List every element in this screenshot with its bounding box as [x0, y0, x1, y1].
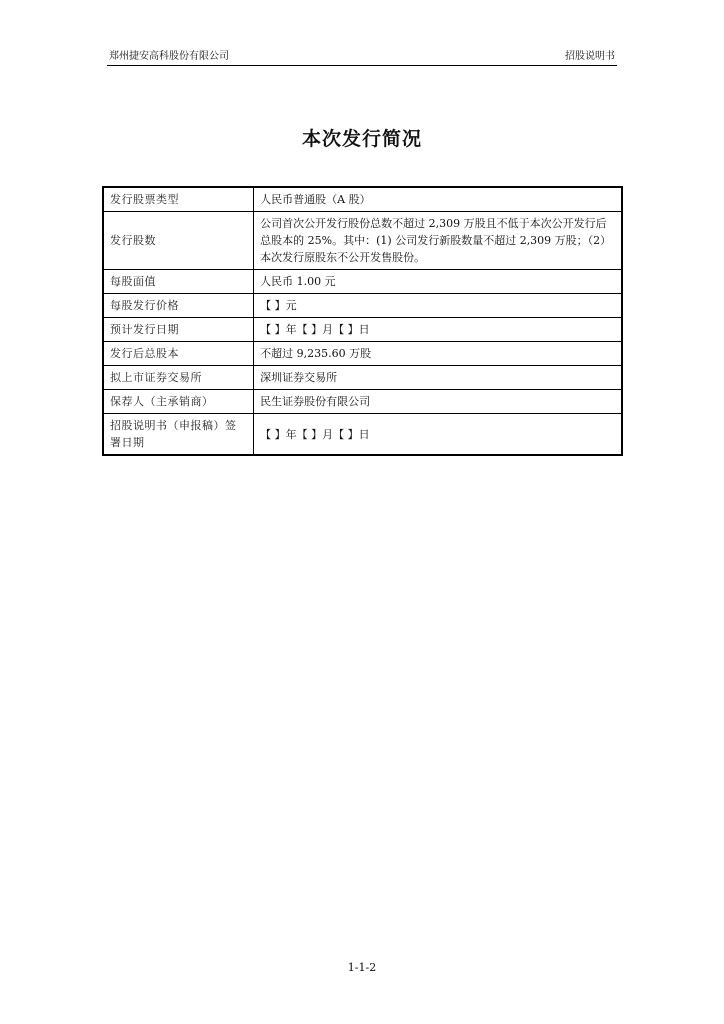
row-label: 发行股数	[103, 212, 254, 270]
row-label: 保荐人（主承销商）	[103, 390, 254, 414]
page-title: 本次发行简况	[301, 128, 422, 150]
row-value: 【 】年【 】月【 】日	[254, 414, 622, 456]
row-value: 深圳证券交易所	[254, 366, 622, 390]
table-row	[103, 366, 622, 390]
row-value: 公司首次公开发行股份总数不超过 2,309 万股且不低于本次公开发行后总股本的 25%。其中：(1) 公司发行新股数量不超过 2,309 万股；（2）本次发行原股东不公开发售股份。	[254, 212, 622, 270]
row-value: 【 】元	[254, 294, 622, 318]
row-label: 招股说明书（申报稿）签署日期	[103, 414, 254, 456]
row-label: 拟上市证券交易所	[103, 366, 254, 390]
issuance-summary-table	[102, 186, 623, 456]
row-value: 不超过 9,235.60 万股	[254, 342, 622, 366]
company-name: 郑州捷安高科股份有限公司	[109, 51, 229, 62]
table-row	[103, 318, 622, 342]
page-header	[107, 51, 617, 66]
table-row	[103, 187, 622, 212]
row-value: 人民币 1.00 元	[254, 270, 622, 294]
row-label: 预计发行日期	[103, 318, 254, 342]
table-row	[103, 294, 622, 318]
row-label: 发行股票类型	[103, 187, 254, 212]
document-type: 招股说明书	[565, 51, 615, 62]
row-value: 【 】年【 】月【 】日	[254, 318, 622, 342]
table-row	[103, 342, 622, 366]
row-label: 每股发行价格	[103, 294, 254, 318]
table-row	[103, 414, 622, 456]
row-label: 发行后总股本	[103, 342, 254, 366]
page-number: 1-1-2	[347, 961, 377, 974]
table-row	[103, 270, 622, 294]
table-row	[103, 390, 622, 414]
row-label: 每股面值	[103, 270, 254, 294]
table-row	[103, 212, 622, 270]
row-value: 民生证券股份有限公司	[254, 390, 622, 414]
row-value: 人民币普通股（A 股）	[254, 187, 622, 212]
